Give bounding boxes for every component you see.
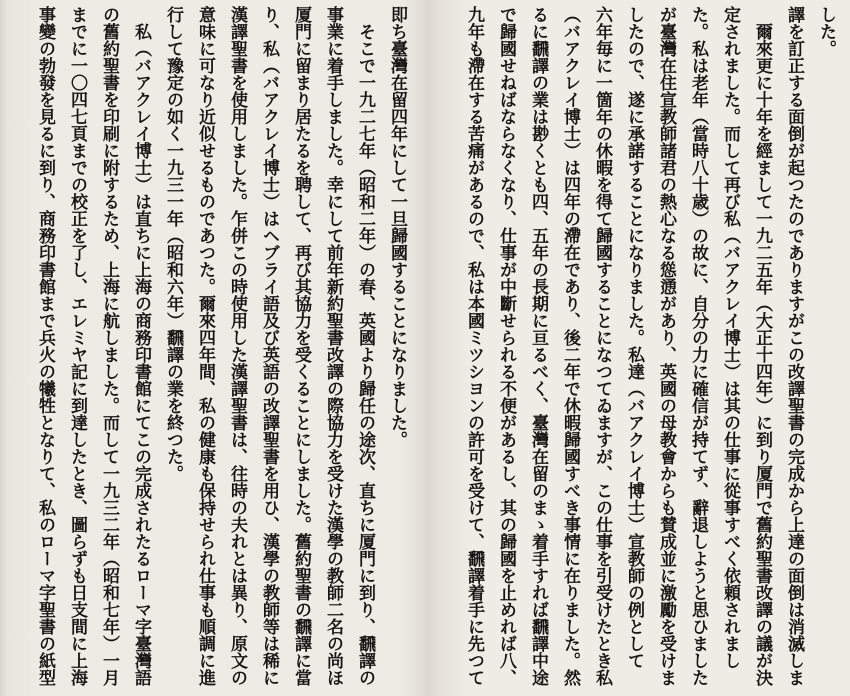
text-column: したので、遂に承諾することになりました。私達（バアクレイ博士）宣教師の例として — [624, 6, 644, 669]
text-column: 行して豫定の如く一九三一年（昭和六年）飜譯の業を終つた。 — [163, 6, 183, 482]
text-column: た。私は老年（當時八十歳）の故に、自分の力に確信が持てず、辭退しようと思ひました — [688, 6, 708, 686]
text-column: で歸國せねばならなくなり、仕事が中斷せられる不便があるし、其の歸國を止めれば八、 — [496, 6, 516, 686]
text-column: 定されました。而して再び私（バアクレイ博士）は其の仕事に從事すべく依頼されまし — [720, 6, 740, 669]
text-column: 爾來更に十年を經まして一九二五年（大正十四年）に到り厦門で舊約聖書改譯の議が決 — [752, 23, 772, 686]
text-column: 意味に可なり近似せるものであつた。爾來四年間、私の健康も保持せられ仕事も順調に進 — [195, 6, 215, 686]
text-column: り、私（バアクレイ博士）はヘブライ語及び英語の改譯聖書を用ひ、漢學の教師等は稀に — [259, 6, 279, 686]
text-column: 六年毎に一箇年の休暇を得て歸國することになつてゐますが、この仕事を引受けたとき私 — [592, 6, 612, 686]
text-column: した。 — [816, 6, 836, 57]
text-column: （バアクレイ博士）は四年の滯在であり、後二年で休暇歸國すべき事情に在りました。然 — [560, 6, 580, 686]
text-column: 九年も滯在する苦痛があるので、私は本國ミツシヨンの許可を受けて、飜譯着手に先つて — [464, 6, 484, 686]
text-column: 事業に着手しました。幸にして前年新約聖書改譯の際協力を受けた漢學の教師二名の尚ほ — [323, 6, 343, 686]
text-column: 即ち臺灣在留四年にして一旦歸國することになりました。 — [387, 6, 407, 448]
text-column: 事變の勃發を見るに到り、商務印書館まで兵火の犧牲となりて、私のローマ字聖書の紙型 — [35, 6, 55, 686]
text-column: るに飜譯の業は尠くとも四、五年の長期に亘るべく、臺灣在留のまゝ着手すれば飜譯中途 — [528, 6, 548, 686]
left-page — [29, 6, 413, 694]
text-column: 譯を訂正する面倒が起つたのでありますがこの改譯聖書の完成から上達の面倒は消滅しま — [784, 6, 804, 686]
text-column: 厦門に留まり居たるを聘して、再び其協力を受くることにしました。舊約聖書の飜譯に當 — [291, 6, 311, 686]
text-column: の舊約聖書を印刷に附するため、上海に航しました。而して一九三二年（昭和七年）一月 — [99, 6, 119, 686]
right-page — [458, 6, 842, 694]
text-column: までに一〇四七頁までの校正を了し、エレミヤ記に到達したとき、圖らずも日支間に上海 — [67, 6, 87, 686]
text-column: 漢譯聖書を使用しました。乍併この時使用した漢譯聖書は、往時の夫れとは異り、原文の — [227, 6, 247, 686]
text-column: そこで一九二七年（昭和二年）の春、英國より歸任の途次、直ちに厦門に到り、飜譯の — [355, 23, 375, 686]
text-column: 私（バアクレイ博士）は直ちに上海の商務印書館にてこの完成されたるローマ字臺灣語 — [131, 23, 151, 686]
text-column: が臺灣在住宣教師諸君の熱心なる慫慂があり、英國の母教會からも賛成並に激勵を受けま — [656, 6, 676, 686]
